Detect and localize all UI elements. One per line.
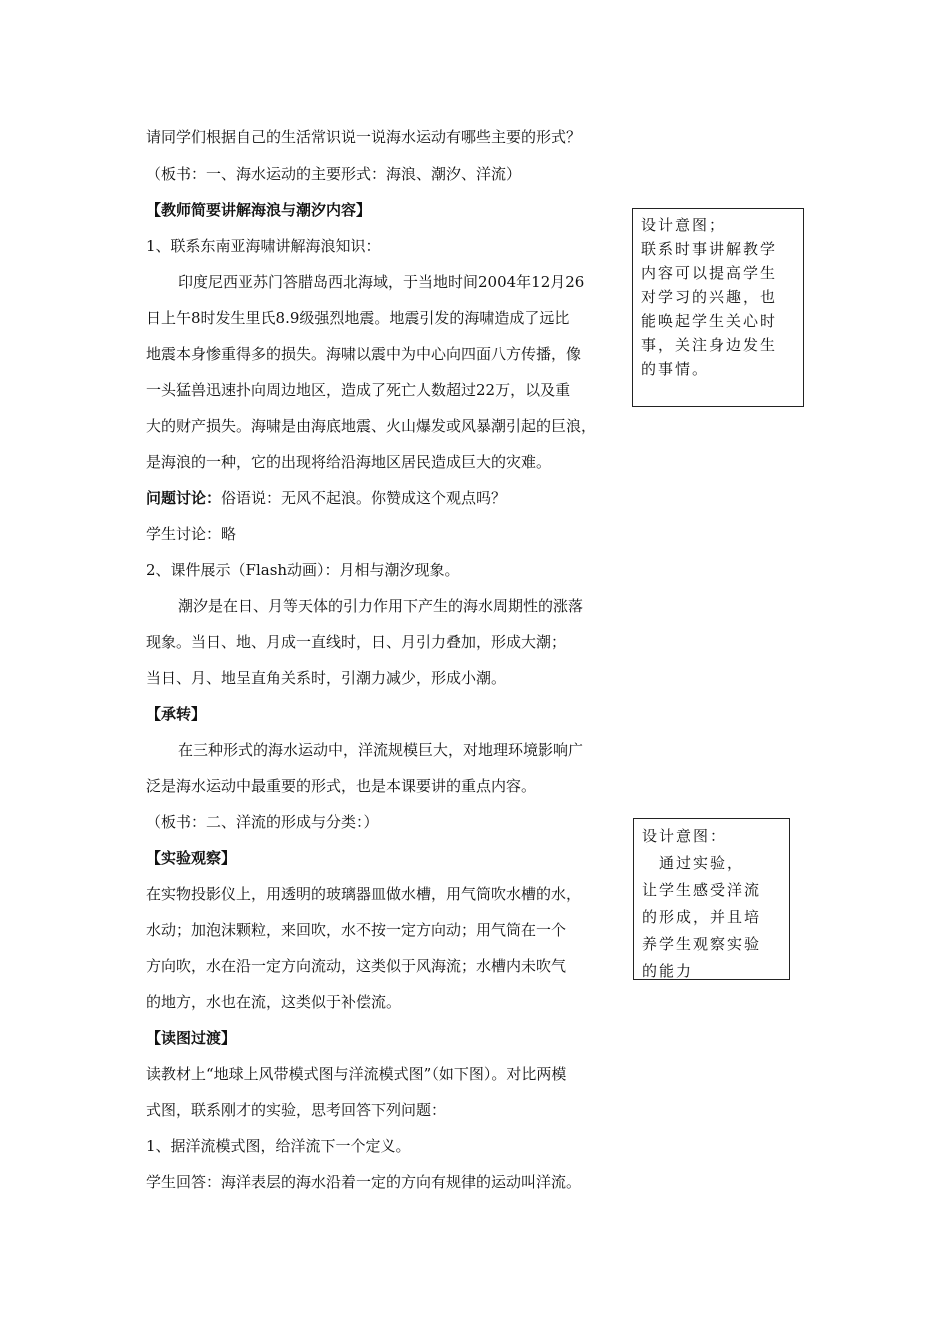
section-heading: 【实验观察】 [146, 849, 237, 867]
design-intent-line: 让学生感受洋流 [642, 881, 762, 899]
design-intent-line: 联系时事讲解教学 [641, 240, 778, 258]
paragraph-line: 在实物投影仪上，用透明的玻璃器皿做水槽，用气筒吹水槽的水， [146, 885, 582, 903]
paragraph-line: 当日、月、地呈直角关系时，引潮力减少，形成小潮。 [146, 669, 507, 687]
paragraph-line: 的地方，水也在流，这类似于补偿流。 [146, 993, 402, 1011]
text-line: 请同学们根据自己的生活常识说一说海水运动有哪些主要的形式？ [146, 128, 582, 146]
paragraph-line: 大的财产损失。海啸是由海底地震、火山爆发或风暴潮引起的巨浪， [146, 417, 597, 435]
text-line: 学生讨论：略 [146, 525, 237, 543]
paragraph-line: 潮汐是在日、月等天体的引力作用下产生的海水周期性的涨落 [178, 597, 584, 615]
text-line: 2、课件展示（Flash动画）：月相与潮汐现象。 [146, 561, 460, 579]
paragraph-line: 方向吹，水在沿一定方向流动，这类似于风海流；水槽内未吹气 [146, 957, 567, 975]
section-heading: 【读图过渡】 [146, 1029, 237, 1047]
paragraph-line: 一头猛兽迅速扑向周边地区，造成了死亡人数超过22万，以及重 [146, 381, 571, 399]
text-line: 1、联系东南亚海啸讲解海浪知识： [146, 237, 381, 255]
paragraph-line: 式图，联系刚才的实验，思考回答下列问题： [146, 1101, 447, 1119]
design-intent-line: 能唤起学生关心时 [641, 312, 778, 330]
design-intent-title: 设计意图： [642, 827, 728, 845]
design-intent-line: 养学生观察实验 [642, 935, 762, 953]
section-heading: 【教师简要讲解海浪与潮汐内容】 [146, 201, 372, 219]
paragraph-line: 在三种形式的海水运动中，洋流规模巨大，对地理环境影响广 [178, 741, 584, 759]
text-line: 学生回答：海洋表层的海水沿着一定的方向有规律的运动叫洋流。 [146, 1173, 582, 1191]
discussion-label: 问题讨论： [146, 489, 222, 507]
paragraph-line: 是海浪的一种，它的出现将给沿海地区居民造成巨大的灾难。 [146, 453, 552, 471]
design-intent-line: 的能力 [642, 962, 694, 980]
design-intent-box [633, 818, 790, 980]
design-intent-line: 的事情。 [641, 360, 710, 378]
paragraph-line: 泛是海水运动中最重要的形式，也是本课要讲的重点内容。 [146, 777, 537, 795]
paragraph-line: 日上午8时发生里氏8.9级强烈地震。地震引发的海啸造成了远比 [146, 309, 570, 327]
paragraph-line: 印度尼西亚苏门答腊岛西北海域，于当地时间2004年12月26 [178, 273, 585, 291]
discussion-text: 俗语说：无风不起浪。你赞成这个观点吗？ [221, 489, 507, 507]
design-intent-line: 事，关注身边发生 [641, 336, 778, 354]
paragraph-line: 地震本身惨重得多的损失。海啸以震中为中心向四面八方传播，像 [146, 345, 582, 363]
paragraph-line: 现象。当日、地、月成一直线时，日、月引力叠加，形成大潮； [146, 633, 567, 651]
design-intent-line: 通过实验， [642, 854, 745, 872]
design-intent-line: 内容可以提高学生 [641, 264, 778, 282]
paragraph-line: 读教材上“地球上风带模式图与洋流模式图”（如下图）。对比两模 [146, 1065, 567, 1083]
discussion-line [146, 488, 506, 508]
text-line: 1、据洋流模式图，给洋流下一个定义。 [146, 1137, 411, 1155]
design-intent-title: 设计意图； [641, 216, 727, 234]
board-note: （板书：一、海水运动的主要形式：海浪、潮汐、洋流） [146, 165, 522, 183]
section-heading: 【承转】 [146, 705, 207, 723]
paragraph-line: 水动；加泡沫颗粒，来回吹，水不按一定方向动；用气筒在一个 [146, 921, 567, 939]
board-note: （板书：二、洋流的形成与分类：） [146, 813, 379, 831]
design-intent-line: 的形成，并且培 [642, 908, 762, 926]
design-intent-line: 对学习的兴趣，也 [641, 288, 778, 306]
design-intent-box [632, 208, 804, 407]
